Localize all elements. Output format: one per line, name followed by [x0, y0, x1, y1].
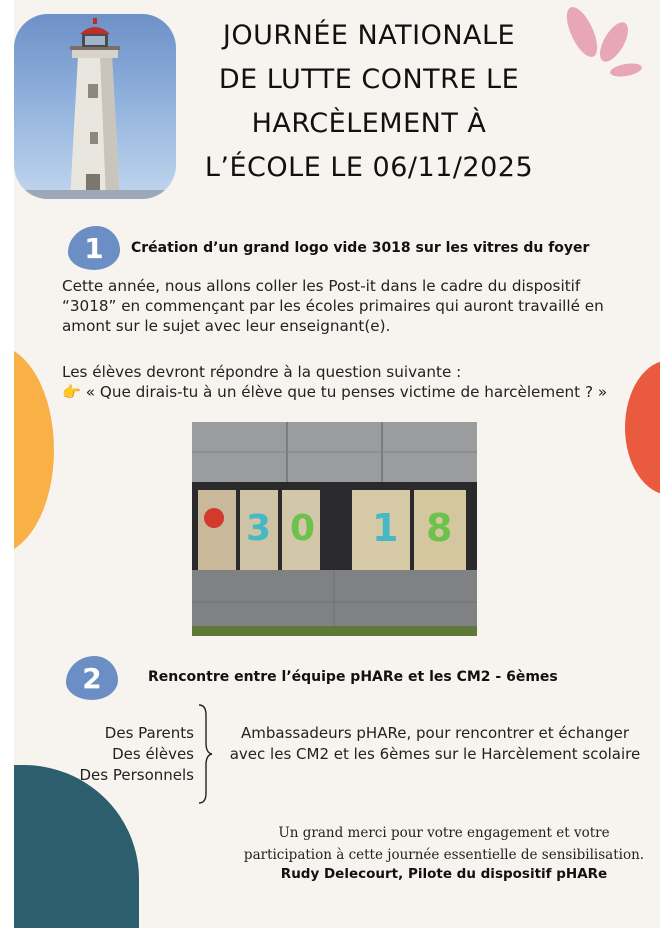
- ambassadors-line-1: Ambassadeurs pHARe, pour rencontrer et échanger: [241, 724, 629, 742]
- ambassadors-line-2: avec les CM2 et les 6èmes sur le Harcèlement scolaire: [229, 745, 641, 763]
- flyer-page: [14, 0, 660, 928]
- participants-list: [68, 723, 194, 786]
- teal-blob-decoration: [14, 765, 139, 928]
- paragraph-line-2: “3018” en commençant par les écoles primaires qui auront travaillé en: [62, 297, 604, 315]
- signature: Rudy Delecourt, Pilote du dispositif pHARe: [280, 866, 608, 882]
- section-1-paragraph: [62, 276, 652, 336]
- photo-digit-8: 8: [426, 506, 453, 550]
- lighthouse-image: [14, 14, 176, 199]
- participant-parents: Des Parents: [104, 724, 194, 742]
- photo-digit-1: 1: [372, 506, 399, 550]
- section-1-title: Création d’un grand logo vide 3018 sur les vitres du foyer: [131, 240, 590, 256]
- pink-petals-decoration: [554, 4, 644, 84]
- section-2-title: Rencontre entre l’équipe pHARe et les CM2 - 6èmes: [148, 669, 558, 685]
- participant-students: Des élèves: [112, 745, 194, 763]
- title-line-1: JOURNÉE NATIONALE: [222, 20, 516, 51]
- photo-digit-0: 0: [290, 508, 316, 549]
- question-intro: Les élèves devront répondre à la question suivante :: [62, 363, 462, 381]
- title-line-4: L’ÉCOLE LE 06/11/2025: [204, 152, 534, 183]
- title-line-2: DE LUTTE CONTRE LE: [218, 64, 520, 95]
- pointing-hand-icon: 👉: [62, 383, 81, 401]
- thanks-line-2: participation à cette journée essentielle de sensibilisation.: [243, 847, 645, 863]
- section-2-number-badge: 2: [66, 656, 118, 700]
- question-line: [62, 382, 657, 402]
- paragraph-line-1: Cette année, nous allons coller les Post-it dans le cadre du dispositif: [62, 277, 581, 295]
- ambassadors-description: [220, 723, 650, 765]
- question-text: « Que dirais-tu à un élève que tu penses victime de harcèlement ? »: [85, 383, 608, 401]
- right-brace-icon: [196, 703, 214, 805]
- paragraph-line-3: amont sur le sujet avec leur enseignant(e).: [62, 317, 391, 335]
- thanks-line-1: Un grand merci pour votre engagement et votre: [278, 825, 610, 841]
- thanks-message: [239, 822, 649, 866]
- photo-digit-3: 3: [246, 508, 272, 549]
- question-block: [62, 362, 657, 402]
- section-1-number-badge: 1: [68, 226, 120, 270]
- orange-blob-decoration: [14, 345, 54, 555]
- windows-3018-photo: [192, 422, 477, 636]
- page-title: [189, 14, 549, 190]
- title-line-3: HARCÈLEMENT À: [251, 108, 487, 139]
- participant-staff: Des Personnels: [79, 766, 194, 784]
